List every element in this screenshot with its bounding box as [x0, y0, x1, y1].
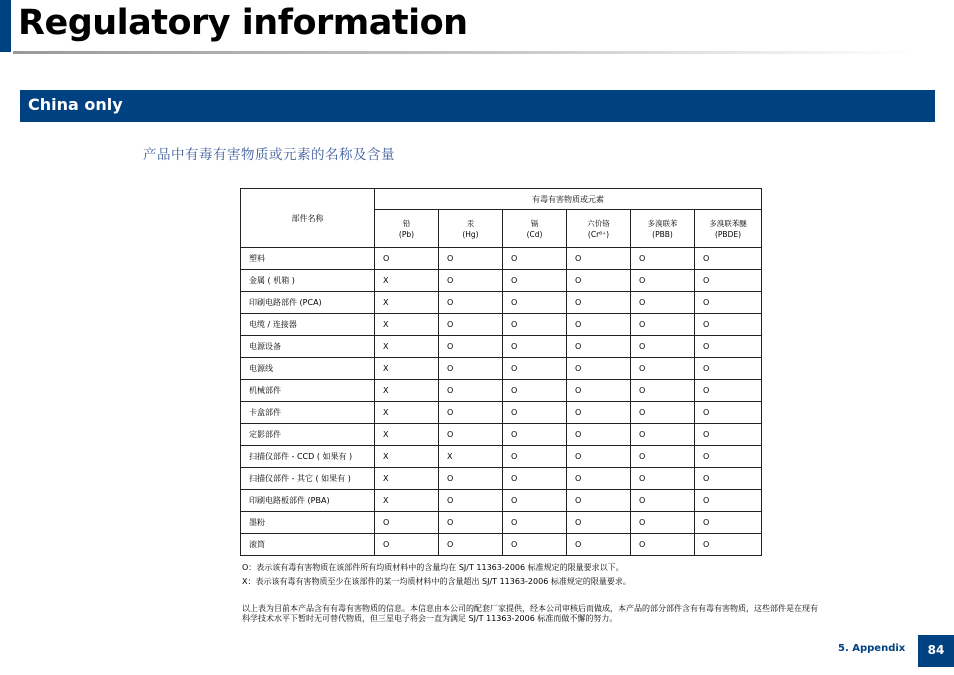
table-row: [241, 314, 762, 336]
part-name-cell: 扫描仪部件 - 其它 ( 如果有 ): [241, 468, 375, 490]
substance-symbol: (Cr⁶⁺): [587, 229, 610, 239]
substance-value-cell: O: [695, 380, 762, 402]
substance-header: [503, 210, 567, 248]
substance-value-cell: O: [695, 446, 762, 468]
substance-value-cell: O: [631, 402, 695, 424]
table-row: [241, 534, 762, 556]
section-title: China only: [28, 95, 123, 114]
substance-value-cell: O: [631, 380, 695, 402]
substance-symbol: (PBDE): [714, 229, 742, 239]
substance-value-cell: O: [503, 402, 567, 424]
substance-header: [695, 210, 762, 248]
substance-value-cell: X: [375, 270, 439, 292]
substance-value-cell: O: [439, 358, 503, 380]
substance-value-cell: O: [695, 490, 762, 512]
part-name-cell: 电源线: [241, 358, 375, 380]
substance-value-cell: O: [503, 424, 567, 446]
footer-section-label: 5. Appendix: [838, 643, 906, 654]
substance-value-cell: O: [439, 534, 503, 556]
substance-value-cell: O: [631, 468, 695, 490]
substance-value-cell: O: [631, 270, 695, 292]
substance-value-cell: O: [631, 248, 695, 270]
note-o: O：表示该有毒有害物质在该部件所有均质材料中的含量均在 SJ/T 11363-2006 标准规定的限量要求以下。: [242, 563, 624, 572]
substance-header: [375, 210, 439, 248]
substance-value-cell: O: [567, 292, 631, 314]
substance-value-cell: X: [375, 468, 439, 490]
substance-value-cell: O: [439, 468, 503, 490]
substance-value-cell: X: [375, 358, 439, 380]
page-title: Regulatory information: [18, 3, 468, 43]
substance-value-cell: O: [631, 336, 695, 358]
substance-value-cell: O: [439, 490, 503, 512]
part-name-cell: 卡盒部件: [241, 402, 375, 424]
substance-value-cell: O: [439, 270, 503, 292]
substance-value-cell: O: [439, 336, 503, 358]
substance-value-cell: O: [503, 270, 567, 292]
substance-value-cell: O: [695, 512, 762, 534]
substance-value-cell: O: [631, 534, 695, 556]
substance-value-cell: O: [631, 446, 695, 468]
disclaimer-paragraph: 以上表为目前本产品含有有毒有害物质的信息。本信息由本公司的配套厂家提供，经本公司审核后而做成，本产品的部分部件含有有毒有害物质，这些部件是在现有科学技术水平下暂时无可替代物质，但三星电子将会一直为满足 SJ/T 11363-2006 标准而做不懈的努力。: [242, 604, 818, 623]
substance-header: [631, 210, 695, 248]
substance-value-cell: O: [695, 292, 762, 314]
substance-value-cell: O: [503, 358, 567, 380]
substance-value-cell: O: [695, 358, 762, 380]
part-name-cell: 机械部件: [241, 380, 375, 402]
document-heading: 产品中有毒有害物质或元素的名称及含量: [143, 147, 395, 163]
substance-value-cell: O: [439, 292, 503, 314]
substance-value-cell: O: [503, 534, 567, 556]
table-row: [241, 336, 762, 358]
substance-value-cell: O: [503, 292, 567, 314]
substance-value-cell: O: [439, 380, 503, 402]
table-row: [241, 358, 762, 380]
substance-value-cell: O: [631, 314, 695, 336]
substance-value-cell: O: [567, 336, 631, 358]
substance-name: 镉: [530, 218, 539, 228]
substance-value-cell: O: [695, 314, 762, 336]
section-header: [20, 90, 935, 122]
part-name-header: 部件名称: [241, 189, 375, 248]
substance-value-cell: O: [567, 424, 631, 446]
part-name-cell: 滚筒: [241, 534, 375, 556]
substance-value-cell: O: [695, 270, 762, 292]
part-name-cell: 塑料: [241, 248, 375, 270]
substance-value-cell: O: [567, 490, 631, 512]
part-name-cell: 印刷电路部件 (PCA): [241, 292, 375, 314]
page-number: 84: [918, 635, 954, 667]
substance-value-cell: X: [439, 446, 503, 468]
substance-value-cell: O: [567, 534, 631, 556]
part-name-cell: 墨粉: [241, 512, 375, 534]
substance-value-cell: O: [567, 248, 631, 270]
substance-value-cell: O: [631, 292, 695, 314]
substance-value-cell: O: [439, 248, 503, 270]
part-name-cell: 金属 ( 机箱 ): [241, 270, 375, 292]
substance-value-cell: X: [375, 446, 439, 468]
substance-value-cell: O: [439, 512, 503, 534]
substance-value-cell: O: [695, 248, 762, 270]
substance-value-cell: O: [567, 446, 631, 468]
substance-name: 六价铬: [587, 218, 610, 228]
substance-value-cell: O: [567, 358, 631, 380]
substance-value-cell: O: [503, 336, 567, 358]
part-name-cell: 印刷电路板部件 (PBA): [241, 490, 375, 512]
substance-value-cell: X: [375, 424, 439, 446]
substance-value-cell: X: [375, 490, 439, 512]
table-row: [241, 446, 762, 468]
substance-value-cell: X: [375, 402, 439, 424]
part-name-cell: 电源设备: [241, 336, 375, 358]
table-row: [241, 248, 762, 270]
substance-value-cell: O: [695, 402, 762, 424]
table-row: [241, 402, 762, 424]
hazardous-substances-table: [240, 188, 762, 556]
substance-name: 多溴联苯: [647, 218, 678, 228]
substance-value-cell: O: [375, 534, 439, 556]
table-row: [241, 270, 762, 292]
substance-value-cell: O: [631, 512, 695, 534]
substance-value-cell: O: [503, 468, 567, 490]
substance-value-cell: O: [439, 424, 503, 446]
table-row: [241, 292, 762, 314]
substance-symbol: (Pb): [398, 229, 415, 239]
substance-value-cell: O: [375, 248, 439, 270]
substance-value-cell: O: [567, 314, 631, 336]
table-row: [241, 424, 762, 446]
title-divider: [13, 51, 913, 54]
substance-symbol: (Hg): [462, 229, 479, 239]
substance-name: 汞: [466, 218, 475, 228]
substance-symbol: (Cd): [526, 229, 543, 239]
substance-symbol: (PBB): [652, 229, 673, 239]
substance-value-cell: O: [503, 248, 567, 270]
substance-value-cell: O: [695, 468, 762, 490]
substance-value-cell: O: [439, 314, 503, 336]
substance-value-cell: O: [695, 424, 762, 446]
substance-value-cell: O: [503, 512, 567, 534]
substances-group-header: 有毒有害物质或元素: [375, 189, 762, 210]
substance-value-cell: X: [375, 292, 439, 314]
substance-value-cell: O: [375, 512, 439, 534]
part-name-cell: 扫描仪部件 - CCD ( 如果有 ): [241, 446, 375, 468]
table-row: [241, 468, 762, 490]
substance-value-cell: O: [503, 314, 567, 336]
substance-header: [567, 210, 631, 248]
part-name-cell: 电缆 / 连接器: [241, 314, 375, 336]
substance-value-cell: O: [695, 336, 762, 358]
table-row: [241, 380, 762, 402]
substance-value-cell: X: [375, 380, 439, 402]
note-x: X：表示该有毒有害物质至少在该部件的某一均质材料中的含量超出 SJ/T 11363-2006 标准规定的限量要求。: [242, 577, 631, 586]
substance-name: 多溴联苯醚: [709, 218, 747, 228]
substance-value-cell: O: [567, 270, 631, 292]
table-row: [241, 490, 762, 512]
substance-value-cell: X: [375, 314, 439, 336]
substance-header: [439, 210, 503, 248]
substance-value-cell: O: [503, 380, 567, 402]
part-name-cell: 定影部件: [241, 424, 375, 446]
substance-name: 铅: [402, 218, 411, 228]
title-accent-bar: [0, 0, 11, 52]
substance-value-cell: O: [503, 446, 567, 468]
substance-value-cell: O: [695, 534, 762, 556]
substance-value-cell: O: [439, 402, 503, 424]
substance-value-cell: O: [567, 512, 631, 534]
substance-value-cell: X: [375, 336, 439, 358]
table-row: [241, 512, 762, 534]
substance-value-cell: O: [567, 468, 631, 490]
substance-value-cell: O: [631, 358, 695, 380]
substance-value-cell: O: [503, 490, 567, 512]
substance-value-cell: O: [631, 424, 695, 446]
substance-value-cell: O: [567, 380, 631, 402]
substance-value-cell: O: [567, 402, 631, 424]
substance-value-cell: O: [631, 490, 695, 512]
